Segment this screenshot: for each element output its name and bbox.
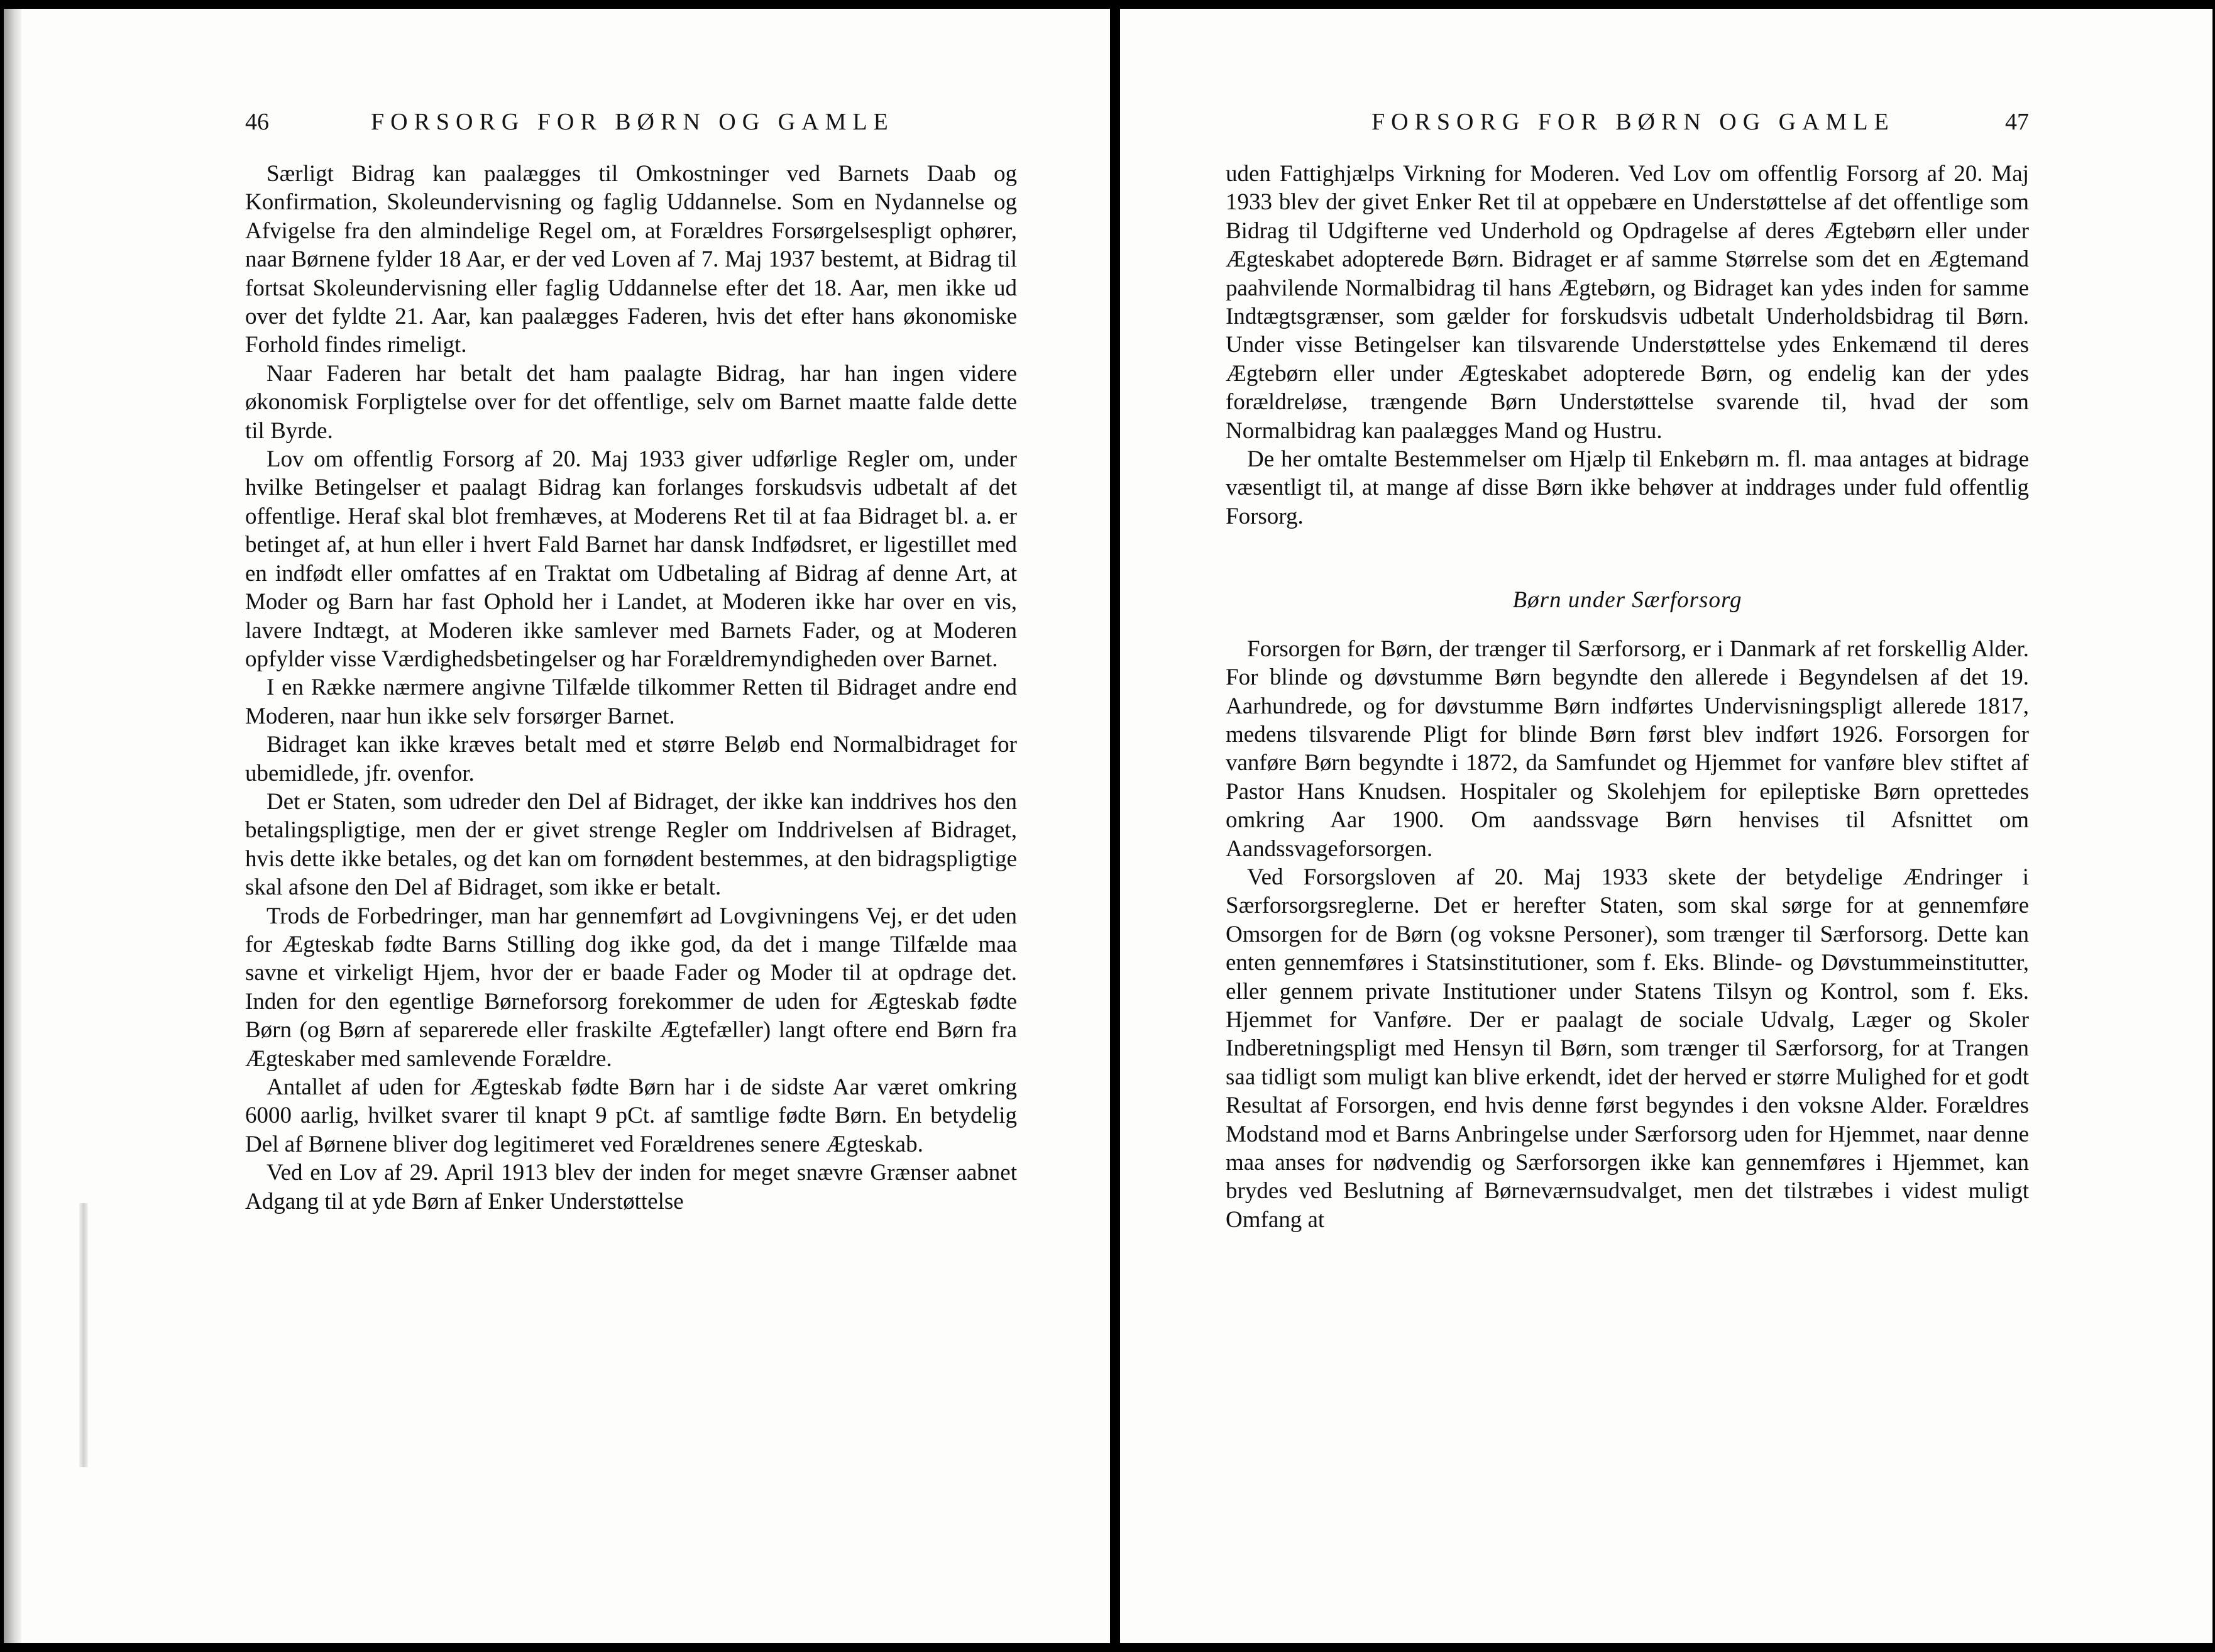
- running-head-title: FORSORG FOR BØRN OG GAMLE: [371, 109, 894, 135]
- paragraph: I en Række nærmere angivne Tilfælde tilkommer Retten til Bidraget andre end Moderen, naar hun ikke selv forsørger Barnet.: [245, 675, 1017, 729]
- paragraph: Det er Staten, som udreder den Del af Bidraget, der ikke kan inddrives hos den betalingspligtige, men der er givet strenge Regler om Inddrivelsen af Bidraget, hvis dette ikke betales, og det kan om fornødent bestemmes, at den bidragspligtige skal afsone den Del af Bidraget, som ikke er betalt.: [245, 788, 1017, 901]
- paragraph: Ved Forsorgsloven af 20. Maj 1933 skete der betydelige Ændringer i Særforsorgsreglerne. Det er herefter Staten, som skal sørge for at gennemføre Omsorgen for de Børn (og voksne Personer), som trænger til Særforsorg. Dette kan enten gennemføres i Statsinstitutioner, som f. Eks. Blinde- og Døvstummeinstitutter, eller gennem private Institutioner under Statens Tilsyn og Kontrol, som f. Eks. Hjemmet for Vanføre. Der er paalagt de sociale Udvalg, Læger og Skoler Indberetningspligt med Hensyn til Børn, som trænger til Særforsorg, for at Trangen saa tidligt som muligt kan blive erkendt, idet der herved er større Mulighed for et godt Resultat af Forsorgen, end hvis denne først begyndes i den voksne Alder. Forældres Modstand mod et Barns Anbringelse under Særforsorg uden for Hjemmet, naar denne maa anses for nødvendig og Særforsorgen ikke kan gennemføres i Hjemmet, kan brydes ved Beslutning af Børneværnsudvalget, men det tilstræbes i videst muligt Omfang at: [1226, 864, 2029, 1233]
- page-number: 46: [245, 109, 269, 135]
- right-page: [1120, 9, 2212, 1643]
- paragraph: De her omtalte Bestemmelser om Hjælp til Enkebørn m. fl. maa antages at bidrage væsentligt til, at mange af disse Børn ikke behøver at inddrages under fuld offentlig Forsorg.: [1226, 446, 2029, 529]
- page-edge-shading: [79, 1203, 88, 1467]
- paragraph: Ved en Lov af 29. April 1913 blev der inden for meget snævre Grænser aabnet Adgang til at yde Børn af Enker Understøttelse: [245, 1160, 1017, 1214]
- paragraph: Forsorgen for Børn, der trænger til Særforsorg, er i Danmark af ret forskellig Alder. For blinde og døvstumme Børn begyndte den allerede i Begyndelsen af det 19. Aarhundrede, og for døvstumme Børn indførtes Undervisningspligt allerede 1817, medens tilsvarende Pligt for blinde Børn først blev indført 1926. Forsorgen for vanføre Børn begyndte i 1872, da Samfundet og Hjemmet for vanføre blev stiftet af Pastor Hans Knudsen. Hospitaler og Skolehjem for epileptiske Børn oprettedes omkring Aar 1900. Om aandssvage Børn henvises til Afsnittet om Aandssvageforsorgen.: [1226, 636, 2029, 862]
- running-header: [1371, 103, 2029, 141]
- running-header: [245, 103, 1017, 141]
- left-page: [4, 9, 1110, 1643]
- paragraph: Særligt Bidrag kan paalægges til Omkostninger ved Barnets Daab og Konfirmation, Skoleundervisning og faglig Uddannelse. Som en Nydannelse og Afvigelse fra den almindelige Regel om, at Forældres Forsørgelsespligt ophører, naar Børnene fylder 18 Aar, er der ved Loven af 7. Maj 1937 bestemt, at Bidrag til fortsat Skoleundervisning eller faglig Uddannelse efter det 18. Aar, men ikke ud over det fyldte 21. Aar, kan paalægges Faderen, hvis det efter hans økonomiske Forhold findes rimeligt.: [245, 161, 1017, 358]
- paragraph: Bidraget kan ikke kræves betalt med et større Beløb end Normalbidraget for ubemidlede, jfr. ovenfor.: [245, 732, 1017, 786]
- paragraph: uden Fattighjælps Virkning for Moderen. Ved Lov om offentlig Forsorg af 20. Maj 1933 blev der givet Enker Ret til at oppebære en Understøttelse af det offentlige som Bidrag til Udgifterne ved Underhold og Opdragelse af deres Ægtebørn eller under Ægteskabet adopterede Børn. Bidraget er af samme Størrelse som det en Ægtemand paahvilende Normalbidrag til hans Ægtebørn, og Bidraget kan ydes inden for samme Indtægtsgrænser, som gælder for forskudsvis udbetalt Underholdsbidrag til Børn. Under visse Betingelser kan tilsvarende Understøttelse ydes Enkemænd til deres Ægtebørn eller under Ægteskabet adopterede Børn, og endelig kan der ydes forældreløse, trængende Børn Understøttelse svarende til, hvad der som Normalbidrag kan paalægges Mand og Hustru.: [1226, 161, 2029, 444]
- page-edge-shading: [4, 9, 21, 1643]
- section-heading: Børn under Særforsorg: [1512, 587, 1742, 614]
- paragraph: Naar Faderen har betalt det ham paalagte Bidrag, har han ingen videre økonomisk Forpligtelse over for det offentlige, selv om Barnet maatte falde dette til Byrde.: [245, 360, 1017, 444]
- paragraph: Trods de Forbedringer, man har gennemført ad Lovgivningens Vej, er det uden for Ægteskab fødte Barns Stilling dog ikke god, da det i mange Tilfælde maa savne et virkeligt Hjem, hvor der er baade Fader og Moder til at opdrage det. Inden for den egentlige Børneforsorg forekommer de uden for Ægteskab fødte Børn (og Børn af separerede eller fraskilte Ægtefæller) langt oftere end Børn fra Ægteskaber med samlevende Forældre.: [245, 903, 1017, 1072]
- running-head-title: FORSORG FOR BØRN OG GAMLE: [1371, 109, 1895, 135]
- paragraph: Lov om offentlig Forsorg af 20. Maj 1933 giver udførlige Regler om, under hvilke Betingelser et paalagt Bidrag kan forlanges forskudsvis udbetalt af det offentlige. Heraf skal blot fremhæves, at Moderens Ret til at faa Bidraget bl. a. er betinget af, at hun eller i hvert Fald Barnet har dansk Indfødsret, er ligestillet med en indfødt eller omfattes af en Traktat om Udbetaling af Bidrag af denne Art, at Moder og Barn har fast Ophold her i Landet, at Moderen ikke har over en vis, lavere Indtægt, at Moderen ikke samlever med Barnets Fader, og at Moderen opfylder visse Værdighedsbetingelser og har Forældremyndigheden over Barnet.: [245, 446, 1017, 672]
- left-page-body: [245, 160, 1017, 1216]
- paragraph: Antallet af uden for Ægteskab fødte Børn har i de sidste Aar været omkring 6000 aarlig, hvilket svarer til knapt 9 pCt. af samtlige fødte Børn. En betydelig Del af Børnene bliver dog legitimeret ved Forældrenes senere Ægteskab.: [245, 1074, 1017, 1157]
- page-number: 47: [2005, 109, 2029, 135]
- right-page-body: [1226, 160, 2029, 1234]
